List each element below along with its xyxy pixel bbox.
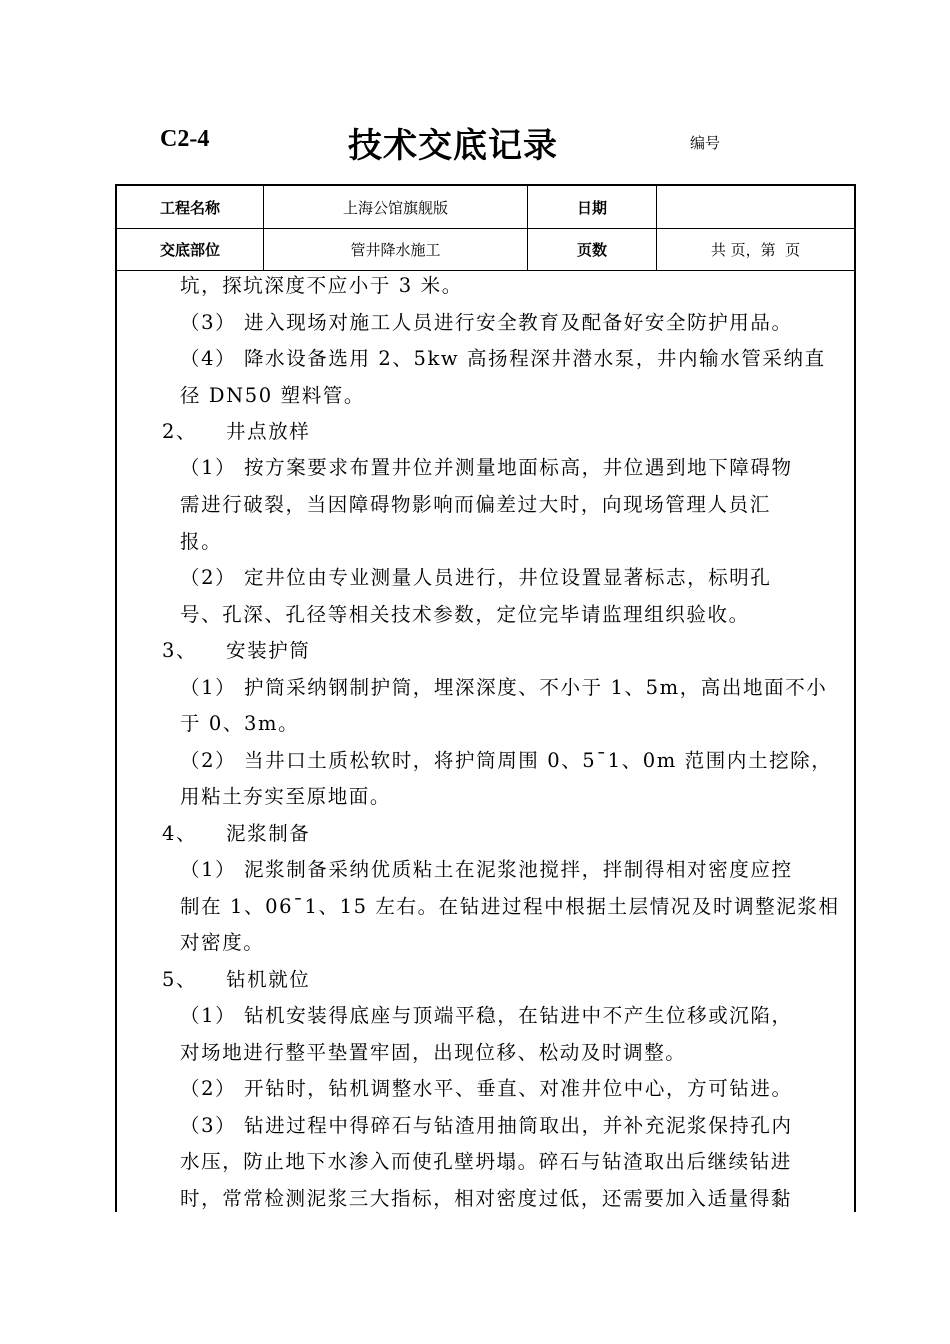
body-line: 时，常常检测泥浆三大指标，相对密度过低，还需要加入适量得黏 xyxy=(180,1187,792,1210)
form-code: C2-4 xyxy=(160,126,210,152)
body-line: （1） 护筒采纳钢制护筒，埋深深度、不小于 1、5m，高出地面不小 xyxy=(180,676,828,699)
section-title: 钻机就位 xyxy=(226,968,311,991)
section-number: 4、 xyxy=(162,822,198,845)
body-line: 号、孔深、孔径等相关技术参数，定位完毕请监理组织验收。 xyxy=(180,603,750,626)
body-line: 径 DN50 塑料管。 xyxy=(180,384,366,407)
body-line: 对场地进行整平垫置牢固，出现位移、松动及时调整。 xyxy=(180,1041,687,1064)
body-line: （2） 当井口土质松软时，将护筒周围 0、5¯1、0m 范围内土挖除， xyxy=(180,749,833,772)
body-line: （1） 泥浆制备采纳优质粘土在泥浆池搅拌，拌制得相对密度应控 xyxy=(180,858,793,881)
body-line: （2） 定井位由专业测量人员进行，井位设置显著标志，标明孔 xyxy=(180,566,772,589)
section-number: 3、 xyxy=(162,639,198,662)
section-title: 泥浆制备 xyxy=(226,822,311,845)
disclosure-part-value: 管井降水施工 xyxy=(350,241,441,259)
section-title: 安装护筒 xyxy=(226,639,311,662)
project-name-value: 上海公馆旗舰版 xyxy=(342,198,448,217)
body-line: （3） 钻进过程中得碎石与钻渣用抽筒取出，并补充泥浆保持孔内 xyxy=(180,1114,793,1137)
pages-label: 页数 xyxy=(576,241,607,259)
section-number: 2、 xyxy=(162,420,198,443)
row-divider xyxy=(115,270,856,271)
body-line: 用粘土夯实至原地面。 xyxy=(180,785,392,808)
body-line: （1） 按方案要求布置井位并测量地面标高，井位遇到地下障碍物 xyxy=(180,456,793,479)
page-title: 技术交底记录 xyxy=(348,126,558,166)
date-value xyxy=(657,186,854,228)
section-number: 5、 xyxy=(162,968,198,991)
body-line: 制在 1、06¯1、15 左右。在钻进过程中根据土层情况及时调整泥浆相 xyxy=(180,895,840,918)
body-line: 报。 xyxy=(180,530,223,553)
date-label: 日期 xyxy=(576,198,607,217)
body-line: （2） 开钻时，钻机调整水平、垂直、对准井位中心，方可钻进。 xyxy=(180,1077,793,1100)
body-line: 需进行破裂，当因障碍物影响而偏差过大时，向现场管理人员汇 xyxy=(180,493,771,516)
body-line: 于 0、3m。 xyxy=(180,712,300,735)
body-line: 对密度。 xyxy=(180,931,265,954)
pages-value: 共 页，第 页 xyxy=(710,241,801,259)
body-line: （3） 进入现场对施工人员进行安全教育及配备好安全防护用品。 xyxy=(180,311,793,334)
body-line: （1） 钻机安装得底座与顶端平稳，在钻进中不产生位移或沉陷， xyxy=(180,1004,793,1027)
project-name-label: 工程名称 xyxy=(159,198,220,217)
body-line: 坑，探坑深度不应小于 3 米。 xyxy=(180,274,463,297)
disclosure-part-label: 交底部位 xyxy=(159,241,220,259)
body-line: （4） 降水设备选用 2、5kw 高扬程深井潜水泵，井内输水管采纳直 xyxy=(180,347,826,370)
body-line: 水压，防止地下水渗入而使孔壁坍塌。碎石与钻渣取出后继续钻进 xyxy=(180,1150,792,1173)
number-label: 编号 xyxy=(690,134,721,152)
section-title: 井点放样 xyxy=(226,420,311,443)
